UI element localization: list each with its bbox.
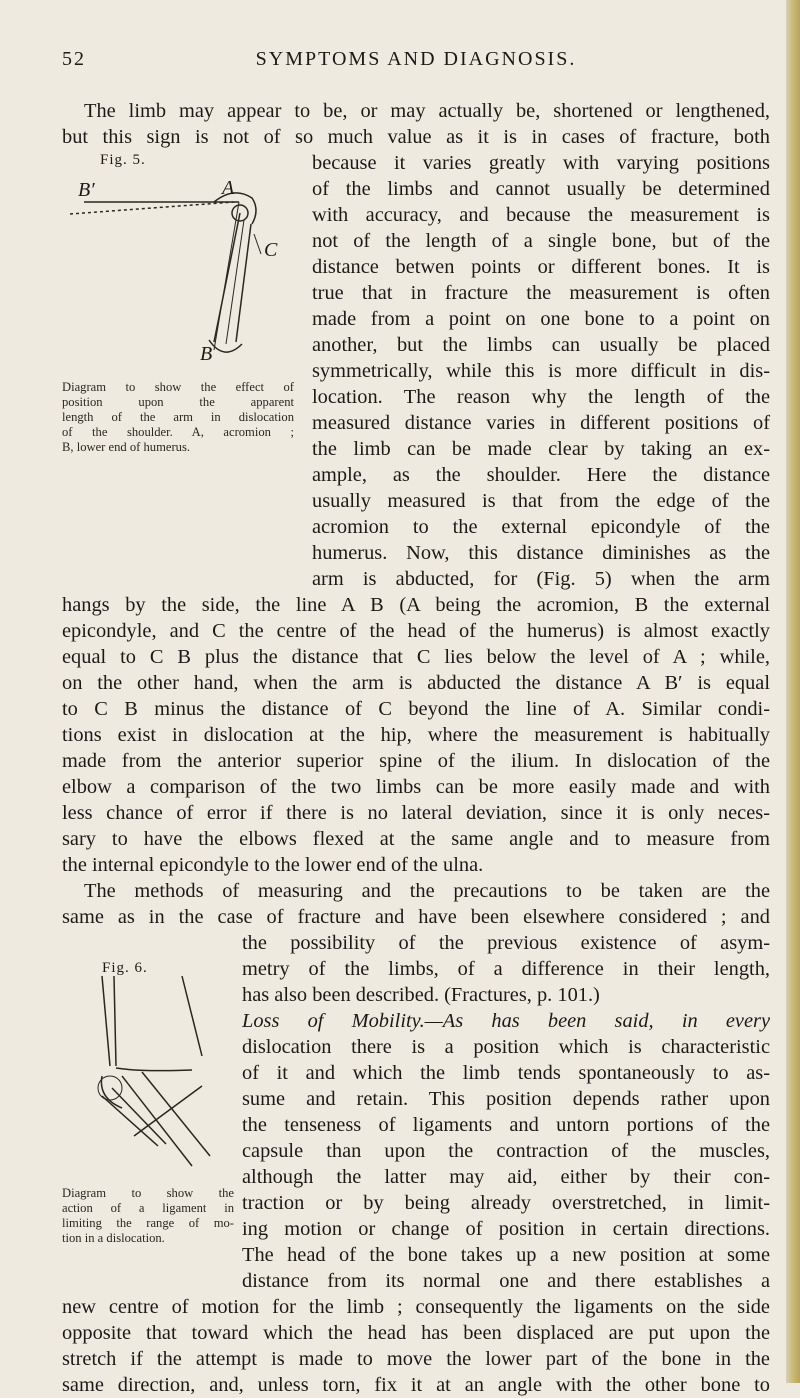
point-b-label: B (200, 343, 213, 365)
figure-5-caption-line: position upon the apparent (62, 395, 294, 409)
body-line: stretch if the attempt is made to move the lower part of the bone in the (62, 1348, 770, 1370)
body-line: opposite that toward which the head has been displaced are put upon the (62, 1322, 770, 1344)
body-line: sary to have the elbows flexed at the same angle and to measure from (62, 828, 770, 850)
page-number: 52 (62, 48, 86, 70)
body-line: new centre of motion for the limb ; consequently the ligaments on the side (62, 1296, 770, 1318)
body-line: humerus. Now, this distance diminishes as the (312, 542, 770, 564)
body-line: but this sign is not of so much value as it is in cases of fracture, both (62, 126, 770, 148)
body-line: although the latter may aid, either by their con- (242, 1166, 770, 1188)
body-line: ample, as the shoulder. Here the distance (312, 464, 770, 486)
point-a-label: A (222, 177, 235, 199)
body-line: same as in the case of fracture and have been elsewhere considered ; and (62, 906, 770, 928)
page-header (62, 48, 770, 78)
figure-5-caption-line: of the shoulder. A, acromion ; (62, 425, 294, 439)
body-line: made from the anterior superior spine of the ilium. In dislocation of the (62, 750, 770, 772)
figure-5-diagram (64, 172, 304, 372)
figure-5-caption-line: Diagram to show the effect of (62, 380, 294, 394)
body-line: epicondyle, and C the centre of the head of the humerus) is almost exactly (62, 620, 770, 642)
body-line: of it and which the limb tends spontaneously to as- (242, 1062, 770, 1084)
body-line: The limb may appear to be, or may actually be, shortened or lengthened, (84, 100, 770, 122)
figure-6-caption-line: Diagram to show the (62, 1186, 234, 1200)
body-line: distance from its normal one and there establishes a (242, 1270, 770, 1292)
body-line: of the limbs and cannot usually be determined (312, 178, 770, 200)
body-line: dislocation there is a position which is characteristic (242, 1036, 770, 1058)
figure-6-caption-line: tion in a dislocation. (62, 1231, 165, 1245)
body-line: on the other hand, when the arm is abducted the distance A B′ is equal (62, 672, 770, 694)
point-c-label: C (264, 239, 278, 261)
body-line: with accuracy, and because the measurement is (312, 204, 770, 226)
body-line: ing motion or change of position in certain directions. (242, 1218, 770, 1240)
body-line: another, but the limbs can usually be placed (312, 334, 770, 356)
body-line: because it varies greatly with varying positions (312, 152, 770, 174)
body-line: metry of the limbs, of a difference in their length, (242, 958, 770, 980)
body-line: the limb can be made clear by taking an ex- (312, 438, 770, 460)
figure-6-caption-line: limiting the range of mo- (62, 1216, 234, 1230)
figure-5-caption-line: B, lower end of humerus. (62, 440, 191, 454)
body-line: traction or by being already overstretched, in limit- (242, 1192, 770, 1214)
body-line: acromion to the external epicondyle of the (312, 516, 770, 538)
body-line: to C B minus the distance of C beyond the line of A. Similar condi- (62, 698, 770, 720)
point-b-prime-label: B′ (78, 179, 95, 201)
body-line: arm is abducted, for (Fig. 5) when the arm (312, 568, 770, 590)
body-line: distance betwen points or different bones. It is (312, 256, 770, 278)
body-line: symmetrically, while this is more difficult in dis- (312, 360, 770, 382)
figure-5-label: Fig. 5. (100, 152, 146, 168)
body-line: the tenseness of ligaments and untorn portions of the (242, 1114, 770, 1136)
figure-6-label: Fig. 6. (102, 960, 148, 976)
body-line: hangs by the side, the line A B (A being the acromion, B the external (62, 594, 770, 616)
running-title: SYMPTOMS AND DIAGNOSIS. (255, 48, 577, 70)
body-line: capsule than upon the contraction of the muscles, (242, 1140, 770, 1162)
body-line: made from a point on one bone to a point on (312, 308, 770, 330)
body-line: equal to C B plus the distance that C lies below the level of A ; while, (62, 646, 770, 668)
body-line: The methods of measuring and the precautions to be taken are the (84, 880, 770, 902)
figure-6-caption-line: action of a ligament in (62, 1201, 234, 1215)
body-line: has also been described. (Fractures, p. 101.) (242, 984, 600, 1006)
body-line: usually measured is that from the edge of the (312, 490, 770, 512)
body-line: the internal epicondyle to the lower end of the ulna. (62, 854, 484, 876)
body-line: measured distance varies in different positions of (312, 412, 770, 434)
body-line: the possibility of the previous existence of asym- (242, 932, 770, 954)
section-heading-line: Loss of Mobility.—As has been said, in every (242, 1010, 770, 1032)
body-line: location. The reason why the length of the (312, 386, 770, 408)
body-line: sume and retain. This position depends rather upon (242, 1088, 770, 1110)
body-line: less chance of error if there is no lateral deviation, since it is only neces- (62, 802, 770, 824)
body-line: elbow a comparison of the two limbs can be more easily made and with (62, 776, 770, 798)
body-line: tions exist in dislocation at the hip, where the measurement is habitually (62, 724, 770, 746)
body-line: same direction, and, unless torn, fix it at an angle with the other bone to (62, 1374, 770, 1396)
body-line: true that in fracture the measurement is often (312, 282, 770, 304)
page-edge (786, 0, 800, 1383)
body-line: The head of the bone takes up a new position at some (242, 1244, 770, 1266)
figure-6-diagram (82, 976, 232, 1176)
figure-5-caption-line: length of the arm in dislocation (62, 410, 294, 424)
body-line: not of the length of a single bone, but of the (312, 230, 770, 252)
